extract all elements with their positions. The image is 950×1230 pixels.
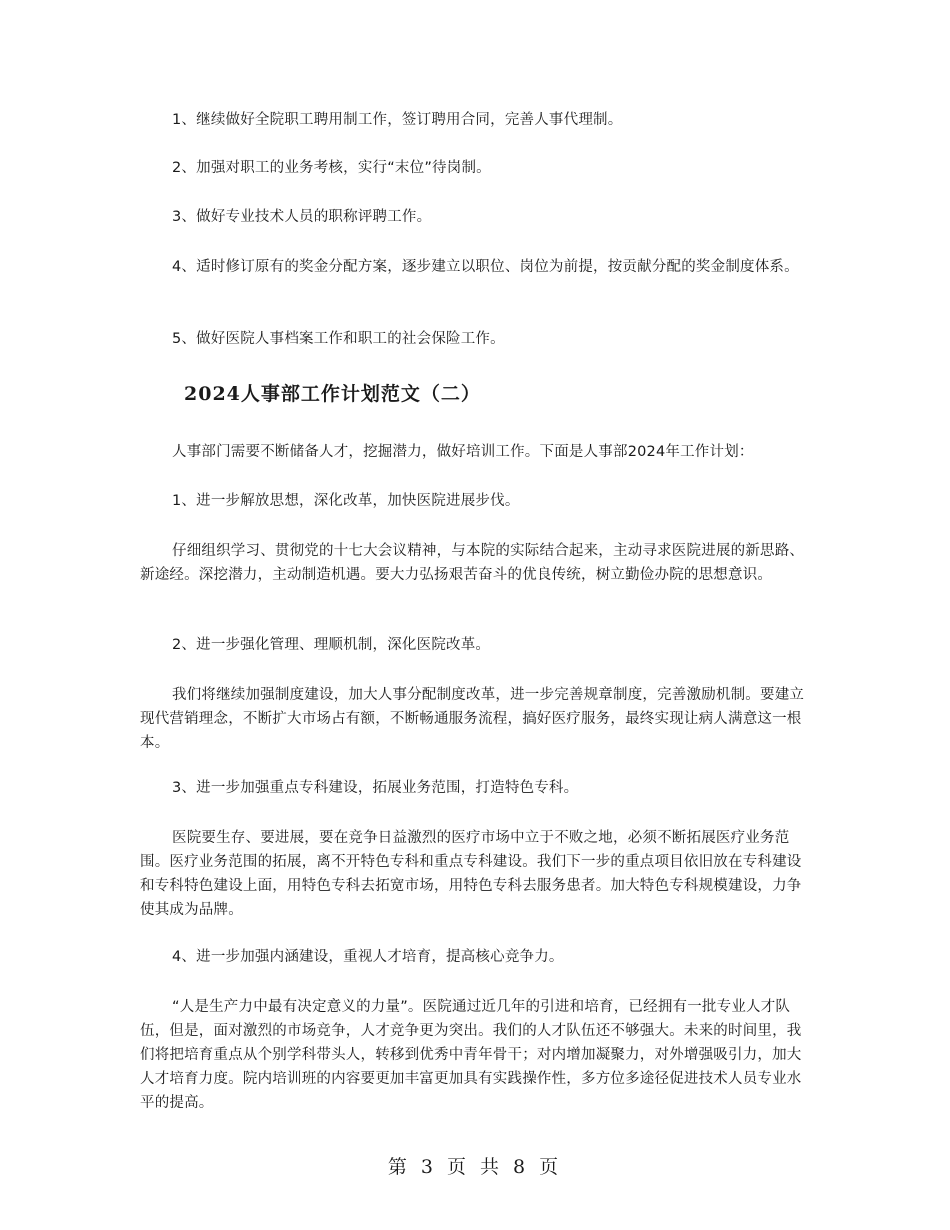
- section-body: 我们将继续加强制度建设，加大人事分配制度改革，进一步完善规章制度，完善激励机制。要建立现代营销理念，不断扩大市场占有额，不断畅通服务流程，搞好医疗服务，最终实现让病人满意这一根本。: [140, 687, 805, 751]
- page-number-footer: 第 3 页 共 8 页: [387, 1156, 563, 1178]
- section-heading: 2、进一步强化管理、理顺机制，深化医院改革。: [172, 637, 491, 653]
- section-heading: 4、进一步加强内涵建设，重视人才培育，提高核心竞争力。: [172, 949, 564, 965]
- section-body: 医院要生存、要进展，要在竞争日益激烈的医疗市场中立于不败之地，必须不断拓展医疗业务范围。医疗业务范围的拓展，离不开特色专科和重点专科建设。我们下一步的重点项目依旧放在专科建设和专科特色建设上面，用特色专科去拓宽市场，用特色专科去服务患者。加大特色专科规模建设，力争使其成为品牌。: [140, 830, 802, 918]
- list-item: 2、加强对职工的业务考核，实行“末位”待岗制。: [172, 160, 491, 176]
- section-body: 仔细组织学习、贯彻党的十七大会议精神，与本院的实际结合起来，主动寻求医院进展的新思路、新途经。深挖潜力，主动制造机遇。要大力弘扬艰苦奋斗的优良传统，树立勤俭办院的思想意识。: [140, 543, 805, 583]
- list-item: 3、做好专业技术人员的职称评聘工作。: [172, 209, 432, 225]
- section-heading: 1、进一步解放思想，深化改革，加快医院进展步伐。: [172, 493, 520, 509]
- list-item: 5、做好医院人事档案工作和职工的社会保险工作。: [172, 331, 505, 347]
- section-body: “人是生产力中最有决定意义的力量”。医院通过近几年的引进和培育，已经拥有一批专业人才队伍，但是，面对激烈的市场竞争，人才竞争更为突出。我们的人才队伍还不够强大。未来的时间里，我们将把培育重点从个别学科带头人，转移到优秀中青年骨干；对内增加凝聚力，对外增强吸引力，加大人才培育力度。院内培训班的内容要更加丰富更加具有实践操作性，多方位多途径促进技术人员专业水平的提高。: [140, 999, 802, 1111]
- intro-paragraph: 人事部门需要不断储备人才，挖掘潜力，做好培训工作。下面是人事部2024年工作计划：: [172, 444, 754, 460]
- list-item: 4、适时修订原有的奖金分配方案，逐步建立以职位、岗位为前提，按贡献分配的奖金制度体系。: [172, 259, 799, 275]
- section-heading: 3、进一步加强重点专科建设，拓展业务范围，打造特色专科。: [172, 780, 579, 796]
- section-title: 2024人事部工作计划范文（二）: [184, 383, 481, 405]
- list-item: 1、继续做好全院职工聘用制工作，签订聘用合同，完善人事代理制。: [172, 112, 623, 128]
